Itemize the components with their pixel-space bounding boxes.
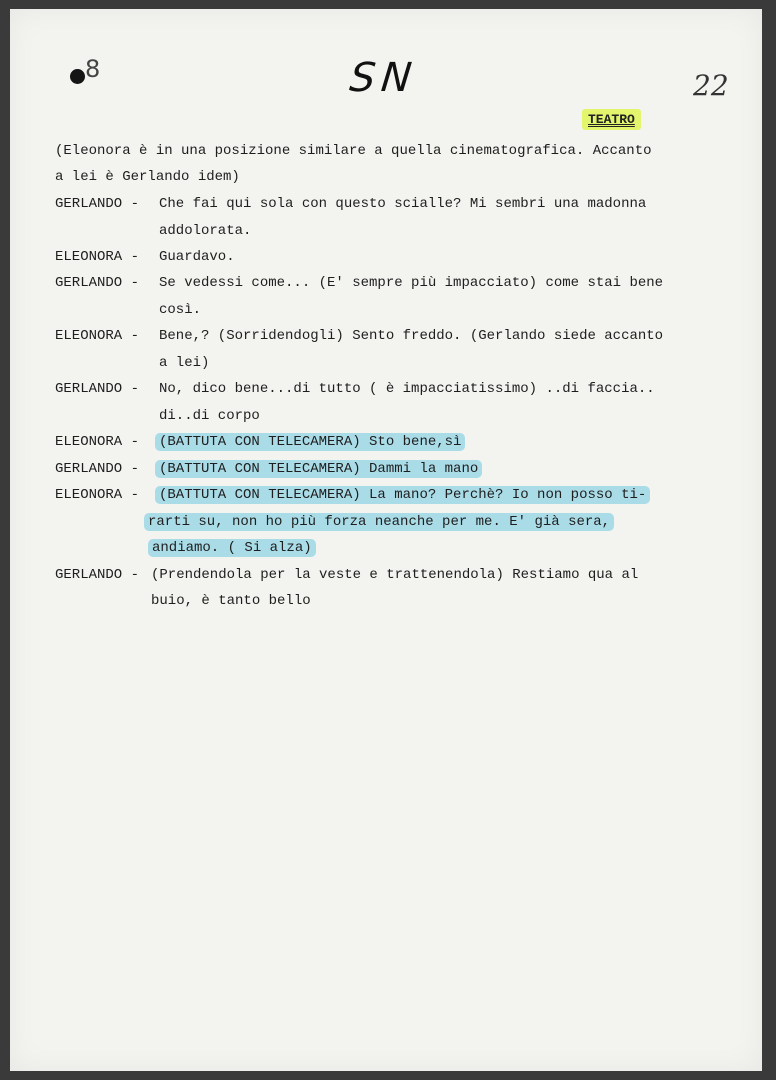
speaker-name: GERLANDO - (55, 275, 140, 291)
dialogue-line (155, 486, 650, 504)
dialogue-line (144, 513, 614, 531)
handwritten-code: SN (347, 55, 420, 101)
speaker-name: GERLANDO - (55, 567, 140, 583)
speaker-name: GERLANDO - (55, 461, 140, 477)
dialogue-line: a lei) (159, 355, 210, 371)
dialogue-line (155, 433, 465, 451)
dialogue-line: addolorata. (159, 223, 252, 239)
dialogue-line: Guardavo. (159, 249, 235, 265)
dialogue-line: così. (159, 302, 202, 318)
dialogue-line: Bene,? (Sorridendogli) Sento freddo. (Gerlando siede accanto (159, 328, 664, 344)
dialogue-line: Se vedessi come... (E' sempre più impacciato) come stai bene (159, 275, 664, 291)
binder-clip-mark (65, 49, 105, 95)
document-page (10, 9, 762, 1071)
speaker-name: ELEONORA - (55, 487, 140, 503)
clip-number: 8 (85, 55, 101, 83)
section-tag: TEATRO (582, 109, 641, 130)
speaker-name: GERLANDO - (55, 196, 140, 212)
dialogue-line: Che fai qui sola con questo scialle? Mi sembri una madonna (159, 196, 647, 212)
punch-hole-icon (70, 69, 85, 84)
dialogue-line (148, 539, 316, 557)
highlight-mark: rarti su, non ho più forza neanche per me. E' già sera, (144, 513, 614, 531)
highlight-mark: (BATTUTA CON TELECAMERA) Sto bene,sì (155, 433, 465, 451)
stage-direction: a lei è Gerlando idem) (55, 169, 240, 185)
dialogue-line (155, 460, 482, 478)
dialogue-line: No, dico bene...di tutto ( è impacciatissimo) ..di faccia.. (159, 381, 655, 397)
highlight-mark: andiamo. ( Si alza) (148, 539, 316, 557)
speaker-name: ELEONORA - (55, 434, 140, 450)
dialogue-line: buio, è tanto bello (151, 593, 311, 609)
speaker-name: GERLANDO - (55, 381, 140, 397)
speaker-name: ELEONORA - (55, 328, 140, 344)
highlight-mark: (BATTUTA CON TELECAMERA) La mano? Perchè? Io non posso ti- (155, 486, 650, 504)
highlight-mark: (BATTUTA CON TELECAMERA) Dammi la mano (155, 460, 482, 478)
dialogue-line: di..di corpo (159, 408, 260, 424)
speaker-name: ELEONORA - (55, 249, 140, 265)
dialogue-line: (Prendendola per la veste e trattenendola) Restiamo qua al (151, 567, 639, 583)
handwritten-page-number: 22 (693, 69, 729, 102)
stage-direction: (Eleonora è in una posizione similare a quella cinematografica. Accanto (55, 143, 652, 159)
